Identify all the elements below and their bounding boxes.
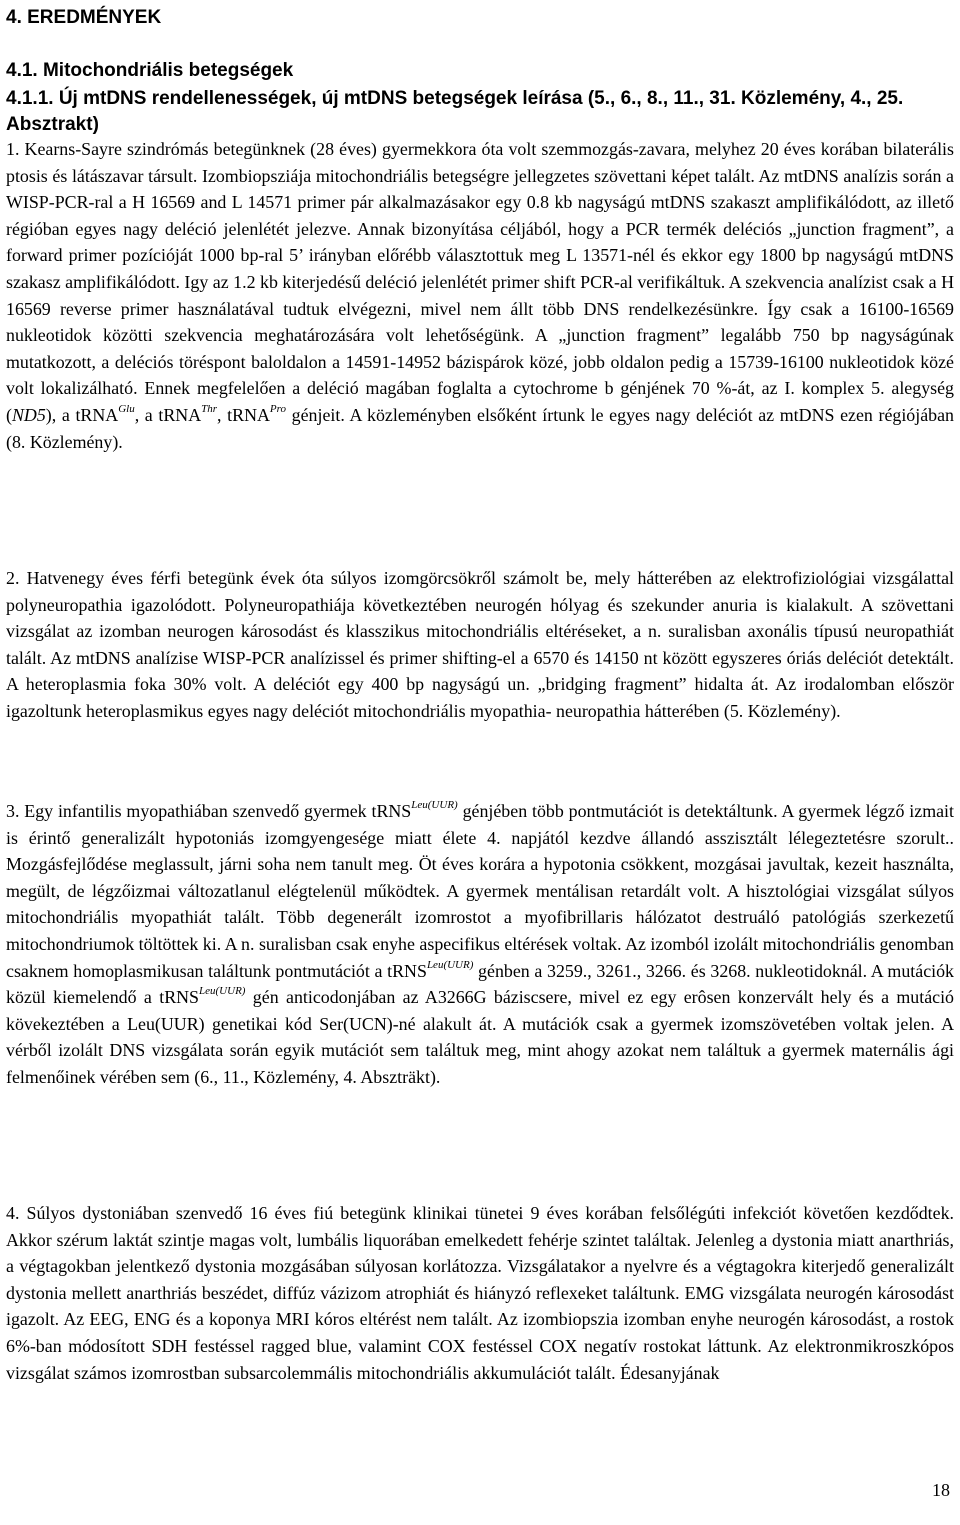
paragraph-1 — [6, 136, 954, 455]
gene-superscript: Leu(UUR) — [426, 958, 474, 971]
gene-name: tRNA — [227, 404, 270, 425]
gene-superscript: Pro — [269, 402, 287, 415]
paragraph-text: Hatvenegy éves férfi betegünk évek óta súlyos izomgörcsökről számolt be, mely hátterében az elektrofiziológiai vizsgálattal polyneuropathia igazolódott. Polyneuropathiája következtében neurogén hólyag és szekunder anuria is kialakult. A szövettani vizsgálat az izomban neurogen károsodást és klasszikus mitochondriális eltéréseket, a n. suralisban axonális típusú neuropathiát talált. Az mtDNS analízise WISP-PCR analízissel és primer shifting-el a 6570 és 14150 nt között egyszeres óriás deléciót detektált. A heteroplasmia foka 30% volt. A deléciót egy 400 bp nagyságú un. „bridging fragment” hidalta át. Az irodalomban először igazoltunk heteroplasmikus egyes nagy deléciót mitochondriális myopathia- neuropathia hátterében (5. Közlemény). — [6, 568, 954, 721]
gene-name: ND5 — [11, 404, 46, 425]
paragraph-text: Kearns-Sayre szindrómás betegünknek (28 éves) gyermekkora óta volt szemmozgás-zavara, melyhez 20 éves korában bilaterális ptosis és látászavar társult. Izombiopsziája mitochondriális betegségre jellegzetes szövettani képet talált. Az mtDNS analízis során a WISP-PCR-ral a H 16569 and L 14571 primer pár alkalmazásakor egy 0.8 kb nagyságú mtDNS szakaszt amplifikálódott, az illető régióban egyes nagy deléció jelenlétét jelezve. Annak bizonyítása céljából, hogy a PCR termék deléciós „junction fragment”, a forward primer pozícióját 1000 bp-ral 5’ irányban előrébb választottuk meg L 13571-nél és ekkor egy 1800 bp nagyságú mtDNS szakasz amplifikálódott. Igy az 1.2 kb kiterjedésű deléció jelenlétét primer shift PCR-al verifikáltuk. A szekvencia analízist csak a H 16569 reverse primer használatával tudtuk elvégezni, mivel nem állt több DNS rendelkezésünkre. Így csak a 16100-16569 nukleotidok közötti szekvencia meghatározására volt lehetőségünk. A „junction fragment” legalább 750 bp nagyságúnak mutatkozott, a deléciós töréspont baloldalon a 14591-14952 bázispárok közé, jobb oldalon pedig a 15739-16100 nukleotidok közé volt lokalizálható. Ennek megfelelően a deléció magában foglalta a cytochrome b génjének 70 %-át, az I. komplex 5. alegység ( — [6, 139, 954, 425]
paragraph-number: 4. — [6, 1203, 20, 1223]
gene-name: tRNS — [159, 987, 200, 1008]
paragraph-text: , a — [134, 404, 159, 425]
paragraph-number: 1. — [6, 139, 20, 159]
paragraph-text: génjeit. A közleményben elsőként írtunk le egyes nagy deléciót az mtDNS ezen régiójában (8. Közlemény). — [6, 404, 954, 452]
chapter-heading: 4. EREDMÉNYEK — [6, 7, 162, 28]
paragraph-4 — [6, 1200, 954, 1386]
subsection-heading: 4.1.1. Új mtDNS rendellenességek, új mtDNS betegségek leírása (5., 6., 8., 11., 31. Közlemény, 4., 25. Absztrakt) — [6, 88, 904, 135]
gene-superscript: Leu(UUR) — [199, 985, 246, 998]
gene-name: tRNS — [387, 960, 427, 981]
paragraph-text: génjében több pontmutációt is detektáltunk. A gyermek légző izmait is érintő generalizált hypotoniás izomgyengesége miatt élete 4. napjától kezdve állandó asszisztált lélegeztetésre szorult.. Mozgásfejlődése meglassult, járni soha nem tanult meg. Öt éves korára a hypotonia csökkent, mozgásai javultak, kezeit használta, megült, de légzőizmai változatlanul elégtelenül működtek. A gyermek mentálisan retardált volt. A hisztológiai vizsgálat súlyos mitochondriális myopathiát talált. Több degenerált izomrostot a myofibrillaris hálózatot destruáló patológiás szerkezetű mitochondriumok töltöttek ki. A n. suralisban csak enyhe aspecifikus eltérések voltak. Az izomból izolált mitochondriális genomban csaknem homoplasmikusan találtunk pontmutációt a — [6, 801, 955, 981]
gene-superscript: Glu — [118, 402, 135, 415]
section-heading: 4.1. Mitochondriális betegségek — [6, 60, 294, 81]
page-number: 18 — [932, 1480, 950, 1500]
paragraph-text: Egy infantilis myopathiában szenvedő gyermek — [24, 801, 372, 821]
paragraph-number: 2. — [6, 568, 20, 588]
paragraph-text: Súlyos dystoniában szenvedő 16 éves fiú betegünk klinikai tünetei 9 éves korában felsőlégúti infekciót követően kezdődtek. Akkor szérum laktát szintje magas volt, lumbális liquorában emelkedett fehérje szintet találtak. Jelenleg a dystonia miatt anarthriás, a végtagokban jelentkező dystonia mozgásában súlyosan korlátozza. Vizsgálatakor a nyelvre és a végtagokra kiterjedő generalizált dystonia mellett anarthriás beszédet, diffúz vázizom atrophiát és hiányzó reflexeket találtunk. EMG vizsgálata neurogén károsodást igazolt. Az EEG, ENG és a koponya MRI kóros eltérést nem talált. Az izombiopszia izomban enyhe neurogén károsodást, a rostok 6%-ban módosított SDH festéssel ragged blue, valamint COX festéssel COX negatív rostokat láttunk. Az elektronmikroszkópos vizsgálat számos izomrostban subsarcolemmális mitochondriális akkumulációt talált. Édesanyjának — [6, 1203, 954, 1383]
gene-name: tRNS — [371, 801, 412, 821]
paragraph-text: , — [217, 404, 228, 425]
paragraph-text: ), a — [45, 404, 76, 425]
paragraph-2 — [6, 565, 954, 725]
gene-superscript: Thr — [201, 402, 218, 415]
paragraph-3 — [6, 798, 954, 1091]
paragraph-text: génben a 3259., 3261., 3266. és 3268. nukleotidoknál. A mutációk közül kiemelendő a — [6, 960, 954, 1008]
gene-superscript: Leu(UUR) — [411, 799, 458, 812]
paragraph-text: gén anticodonjában az A3266G báziscsere, mivel ez egy erôsen konzervált hely és a mutáció kövekeztében a Leu(UUR) genetikai kód Ser(UCN)-né alakult át. A mutációk csak a gyermek izomszövetében voltak jelen. A vérből izolált DNS vizsgálata során egyik mutációt sem találtuk meg, mint ahogy azokat nem találtuk a gyermek maternális ági felmenőinek vérében sem (6., 11., Közlemény, 4. Abszträkt). — [6, 987, 954, 1087]
paragraph-number: 3. — [6, 801, 20, 821]
gene-name: tRNA — [158, 404, 202, 425]
gene-name: tRNA — [75, 404, 119, 425]
